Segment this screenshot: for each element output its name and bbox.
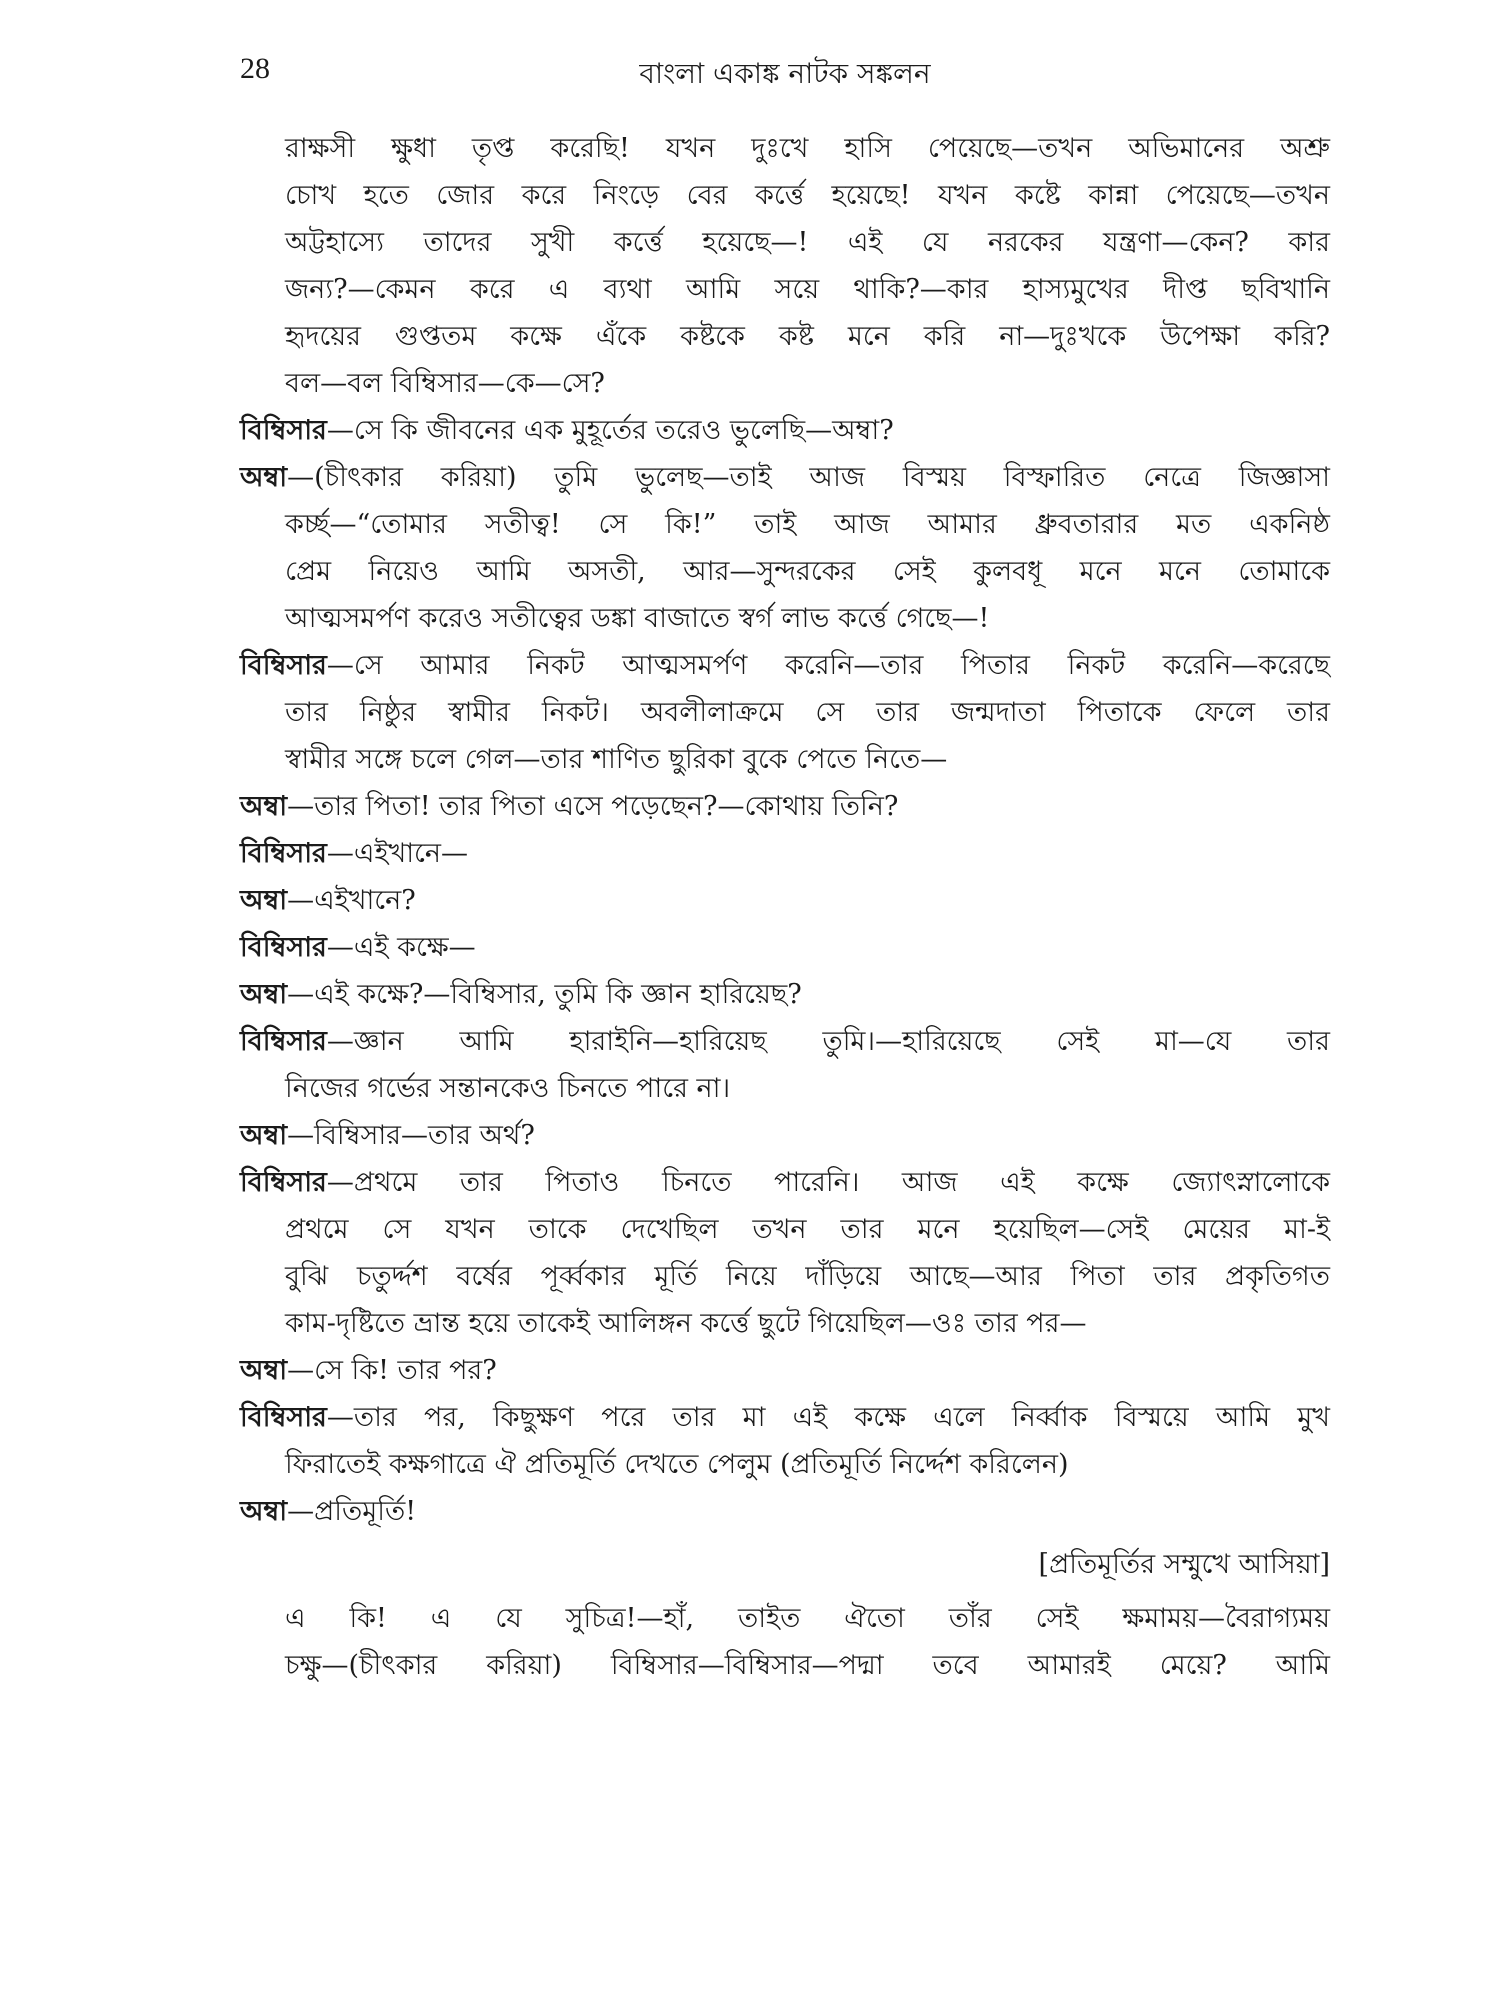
- dialogue-text: —প্রথমে তার পিতাও চিনতে পারেনি। আজ এই কক্ষে জ্যোৎস্নালোকে: [326, 1167, 1330, 1198]
- speaker-name: অম্বা: [240, 462, 288, 493]
- dialogue-text: প্রথমে সে যখন তাকে দেখেছিল তখন তার মনে হয়েছিল—সেই মেয়ের মা-ই: [285, 1214, 1330, 1245]
- dialogue-text: প্রেম নিয়েও আমি অসতী, আর—সুন্দরকের সেই কুলবধূ মনে মনে তোমাকে: [285, 556, 1330, 587]
- text-line: [240, 830, 1330, 877]
- speaker-name: অম্বা: [240, 979, 288, 1010]
- text-line: [240, 454, 1330, 501]
- dialogue-text: কাম-দৃষ্টিতে ভ্রান্ত হয়ে তাকেই আলিঙ্গন কর্ত্তে ছুটে গিয়েছিল—ওঃ তার পর—: [285, 1308, 1087, 1339]
- dialogue-text: জন্য?—কেমন করে এ ব্যথা আমি সয়ে থাকি?—কার হাস্যমুখের দীপ্ত ছবিখানি: [285, 274, 1330, 305]
- dialogue-text: হৃদয়ের গুপ্ততম কক্ষে এঁকে কষ্টকে কষ্ট মনে করি না—দুঃখকে উপেক্ষা করি?: [285, 321, 1330, 352]
- text-line: [240, 1300, 1330, 1347]
- text-line: [240, 689, 1330, 736]
- speaker-name: বিম্বিসার: [240, 1026, 327, 1057]
- text-line: [240, 1206, 1330, 1253]
- text-line: [240, 736, 1330, 783]
- text-line: [240, 1642, 1330, 1689]
- stage-direction: [প্রতিমূর্তির সম্মুখে আসিয়া]: [1038, 1549, 1330, 1580]
- text-line: [240, 1112, 1330, 1159]
- speaker-name: বিম্বিসার: [240, 650, 327, 681]
- dialogue-text: স্বামীর সঙ্গে চলে গেল—তার শাণিত ছুরিকা বুকে পেতে নিতে—: [285, 744, 948, 775]
- dialogue-text: কর্চ্ছ—“তোমার সতীত্ব! সে কি!” তাই আজ আমার ধ্রুবতারার মত একনিষ্ঠ: [285, 509, 1330, 540]
- text-line: [240, 501, 1330, 548]
- dialogue-text: —সে আমার নিকট আত্মসমর্পণ করেনি—তার পিতার নিকট করেনি—করেছে: [326, 650, 1330, 681]
- speaker-name: অম্বা: [240, 1355, 288, 1386]
- dialogue-text: ফিরাতেই কক্ষগাত্রে ঐ প্রতিমূর্তি দেখতে পেলুম (প্রতিমূর্তি নির্দ্দেশ করিলেন): [285, 1449, 1069, 1480]
- page-header: [240, 52, 1330, 102]
- text-line: [240, 266, 1330, 313]
- text-line: [240, 642, 1330, 689]
- text-line: [240, 219, 1330, 266]
- text-line: [240, 125, 1330, 172]
- text-line: [240, 1488, 1330, 1535]
- dialogue-text: —তার পিতা! তার পিতা এসে পড়েছেন?—কোথায় তিনি?: [287, 791, 899, 822]
- text-line: [240, 971, 1330, 1018]
- text-line: [240, 172, 1330, 219]
- dialogue-text: —এইখানে?: [287, 885, 416, 916]
- dialogue-text: —বিম্বিসার—তার অর্থ?: [287, 1120, 535, 1151]
- dialogue-text: তার নিষ্ঠুর স্বামীর নিকট। অবলীলাক্রমে সে তার জন্মদাতা পিতাকে ফেলে তার: [285, 697, 1330, 728]
- dialogue-text: —এই কক্ষে?—বিম্বিসার, তুমি কি জ্ঞান হারিয়েছ?: [287, 979, 802, 1010]
- dialogue-text: —সে কি! তার পর?: [287, 1355, 497, 1386]
- text-line: [240, 407, 1330, 454]
- text-line: [240, 1018, 1330, 1065]
- text-line: [240, 1441, 1330, 1488]
- text-line: [240, 877, 1330, 924]
- page-number: 28: [240, 52, 270, 85]
- text-line: [240, 595, 1330, 642]
- speaker-name: বিম্বিসার: [240, 838, 327, 869]
- speaker-name: বিম্বিসার: [240, 1167, 327, 1198]
- running-title: বাংলা একাঙ্ক নাটক সঙ্কলন: [639, 57, 931, 90]
- dialogue-text: —এই কক্ষে—: [326, 932, 476, 963]
- dialogue-text: —সে কি জীবনের এক মুহূর্তের তরেও ভুলেছি—অম্বা?: [326, 415, 894, 446]
- text-line: [240, 313, 1330, 360]
- dialogue-text: চোখ হতে জোর করে নিংড়ে বের কর্ত্তে হয়েছে! যখন কষ্টে কান্না পেয়েছে—তখন: [285, 180, 1330, 211]
- dialogue-text: —(চীৎকার করিয়া) তুমি ভুলেছ—তাই আজ বিস্ময় বিস্ফারিত নেত্রে জিজ্ঞাসা: [287, 462, 1330, 493]
- text-line: [240, 1253, 1330, 1300]
- dialogue-text: —প্রতিমূর্তি!: [287, 1496, 417, 1527]
- dialogue-text: আত্মসমর্পণ করেও সতীত্বের ডঙ্কা বাজাতে স্বর্গ লাভ কর্ত্তে গেছে—!: [285, 603, 990, 634]
- text-line: [240, 1595, 1330, 1642]
- text-line: [240, 1394, 1330, 1441]
- text-line: [240, 1347, 1330, 1394]
- speaker-name: অম্বা: [240, 1496, 288, 1527]
- dialogue-text: এ কি! এ যে সুচিত্র!—হাঁ, তাইত ঐতো তাঁর সেই ক্ষমাময়—বৈরাগ্যময়: [285, 1603, 1330, 1634]
- dialogue-text: চক্ষু—(চীৎকার করিয়া) বিম্বিসার—বিম্বিসার—পদ্মা তবে আমারই মেয়ে? আমি: [285, 1650, 1330, 1681]
- dialogue-text: বুঝি চতুর্দ্দশ বর্ষের পূর্ব্বকার মূর্তি নিয়ে দাঁড়িয়ে আছে—আর পিতা তার প্রকৃতিগত: [285, 1261, 1330, 1292]
- text-line: [240, 548, 1330, 595]
- play-text: [240, 125, 1330, 1689]
- dialogue-text: —তার পর, কিছুক্ষণ পরে তার মা এই কক্ষে এলে নির্ব্বাক বিস্ময়ে আমি মুখ: [326, 1402, 1330, 1433]
- text-line: [240, 783, 1330, 830]
- text-line: [240, 1065, 1330, 1112]
- speaker-name: বিম্বিসার: [240, 1402, 327, 1433]
- dialogue-text: বল—বল বিম্বিসার—কে—সে?: [285, 368, 605, 399]
- speaker-name: অম্বা: [240, 885, 288, 916]
- speaker-name: বিম্বিসার: [240, 932, 327, 963]
- text-line: [240, 360, 1330, 407]
- speaker-name: বিম্বিসার: [240, 415, 327, 446]
- dialogue-text: রাক্ষসী ক্ষুধা তৃপ্ত করেছি! যখন দুঃখে হাসি পেয়েছে—তখন অভিমানের অশ্রু: [285, 133, 1330, 164]
- dialogue-text: নিজের গর্ভের সন্তানকেও চিনতে পারে না।: [285, 1073, 731, 1104]
- dialogue-text: —এইখানে—: [326, 838, 469, 869]
- dialogue-text: —জ্ঞান আমি হারাইনি—হারিয়েছ তুমি।—হারিয়েছে সেই মা—যে তার: [326, 1026, 1330, 1057]
- dialogue-text: অট্টহাস্যে তাদের সুখী কর্ত্তে হয়েছে—! এই যে নরকের যন্ত্রণা—কেন? কার: [285, 227, 1330, 258]
- speaker-name: অম্বা: [240, 1120, 288, 1151]
- text-line: [240, 1159, 1330, 1206]
- speaker-name: অম্বা: [240, 791, 288, 822]
- text-line: [240, 924, 1330, 971]
